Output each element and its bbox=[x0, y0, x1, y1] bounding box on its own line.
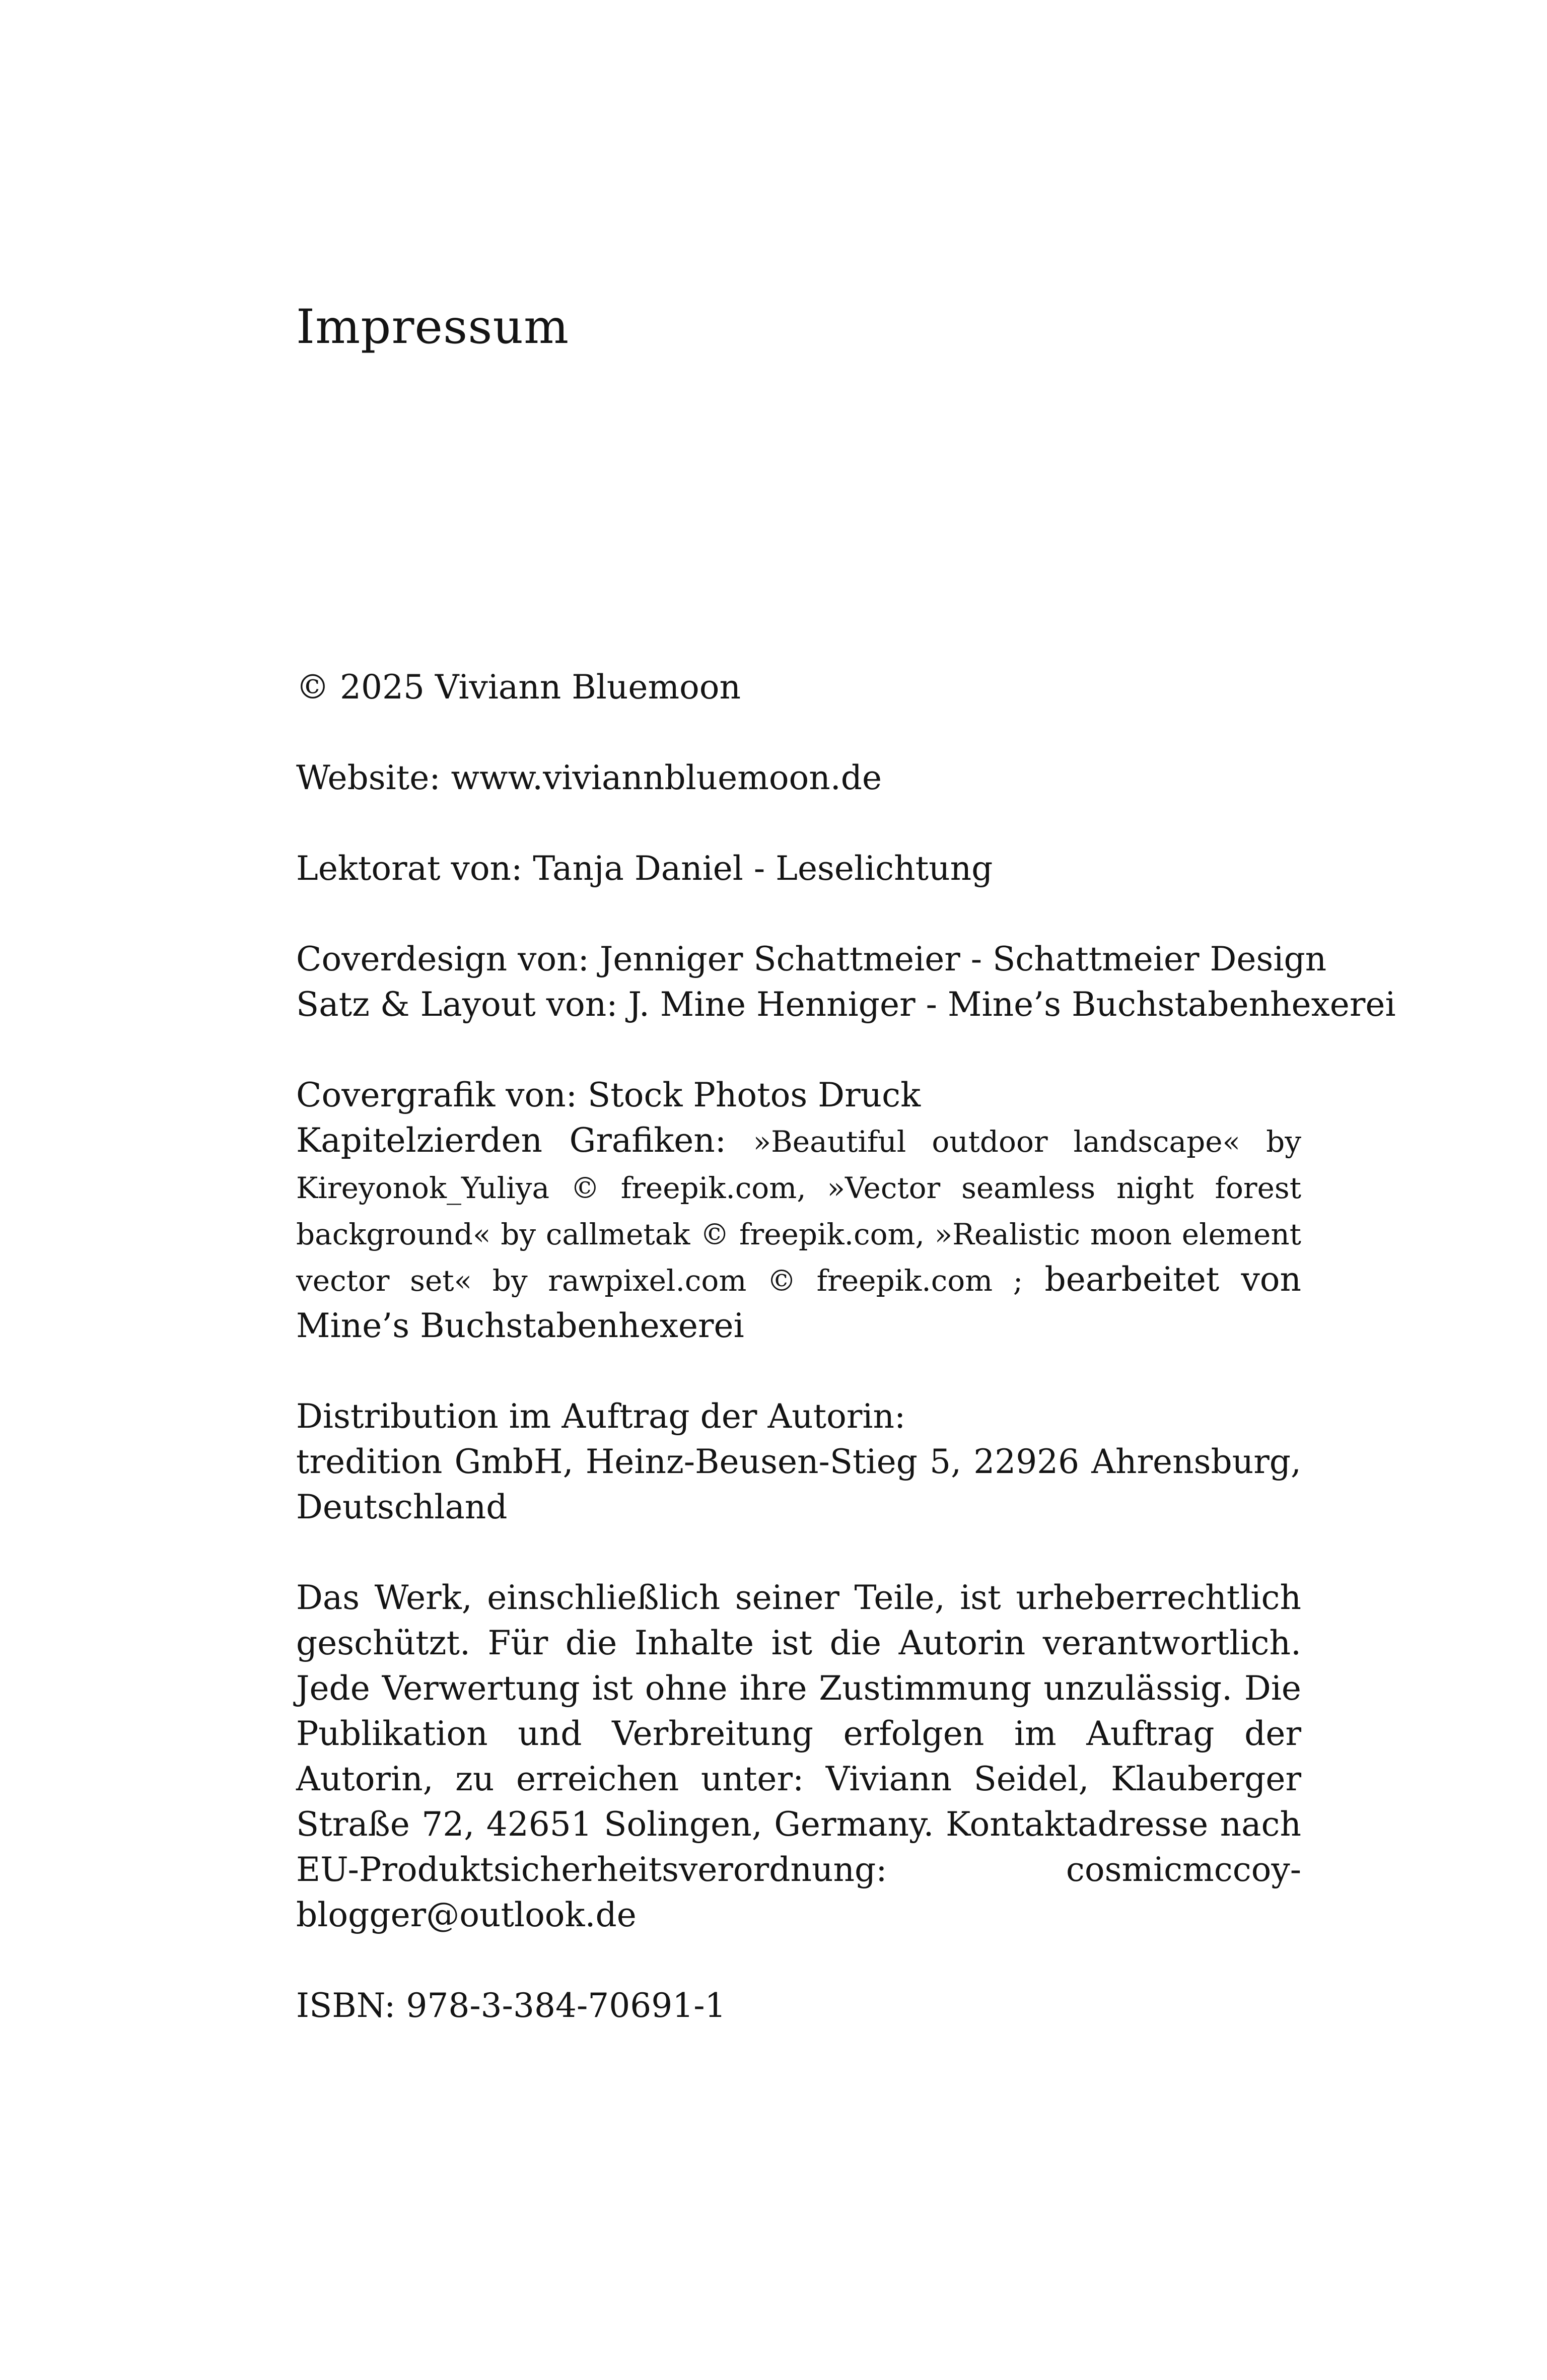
lektorat-info bbox=[296, 846, 1301, 891]
isbn-text: ISBN: 978-3-384-70691-1 bbox=[296, 1986, 726, 2025]
website-text: Website: www.viviannbluemoon.de bbox=[296, 758, 882, 797]
coverdesign-text: Coverdesign von: Jenniger Schattmeier - Schattmeier Design bbox=[296, 940, 1327, 978]
website-info bbox=[296, 755, 1301, 801]
copyright-text: © 2025 Viviann Bluemoon bbox=[296, 668, 741, 707]
impressum-content bbox=[296, 665, 1396, 2074]
isbn-info bbox=[296, 1983, 1301, 2028]
page-title: Impressum bbox=[296, 300, 570, 355]
covergrafik-text: Covergrafik von: Stock Photos Druck bbox=[296, 1076, 921, 1114]
legal-notice: Das Werk, einschließlich seiner Teile, ist urheberrechtlich geschützt. Für die Inhalte ist die Autorin verantwortlich. Jede Verwertung ist ohne ihre Zustimmung unzulässig. Die Publikation und Verbreitung erfolgen im Auftrag der Autorin, zu erreichen unter: Viviann Seidel, Klauberger Straße 72, 42651 Solingen, Germany. Kontaktadresse nach EU-Produktsicherheitsverordnung: cosmicmccoyblogger@outlook.de bbox=[296, 1578, 1301, 1934]
distribution-intro: Distribution im Auftrag der Autorin: bbox=[296, 1397, 906, 1436]
satz-layout-text: Satz & Layout von: J. Mine Henniger - Mine’s Buchstabenhexerei bbox=[296, 985, 1396, 1024]
kapitel-label: Kapitelzierden Grafiken: bbox=[296, 1121, 727, 1160]
distribution-info bbox=[296, 1394, 1301, 1530]
design-credits bbox=[296, 937, 1396, 1027]
kapitel-suffix: bearbeitet von Mine’s Buchstabenhexerei bbox=[296, 1260, 1302, 1345]
graphics-credits bbox=[296, 1073, 1301, 1349]
copyright-notice bbox=[296, 665, 1301, 710]
distribution-address: tredition GmbH, Heinz-Beusen-Stieg 5, 22926 Ahrensburg, Deutschland bbox=[296, 1442, 1301, 1526]
kapitel-credits: »Beautiful outdoor landscape« by Kireyonok_Yuliya © freepik.com, »Vector seamless night forest background« by callmetak © freepik.com, »Realistic moon element vector set« by rawpixel.com © freepik.com ; bbox=[296, 1125, 1301, 1298]
lektorat-text: Lektorat von: Tanja Daniel - Leselichtung bbox=[296, 849, 993, 888]
